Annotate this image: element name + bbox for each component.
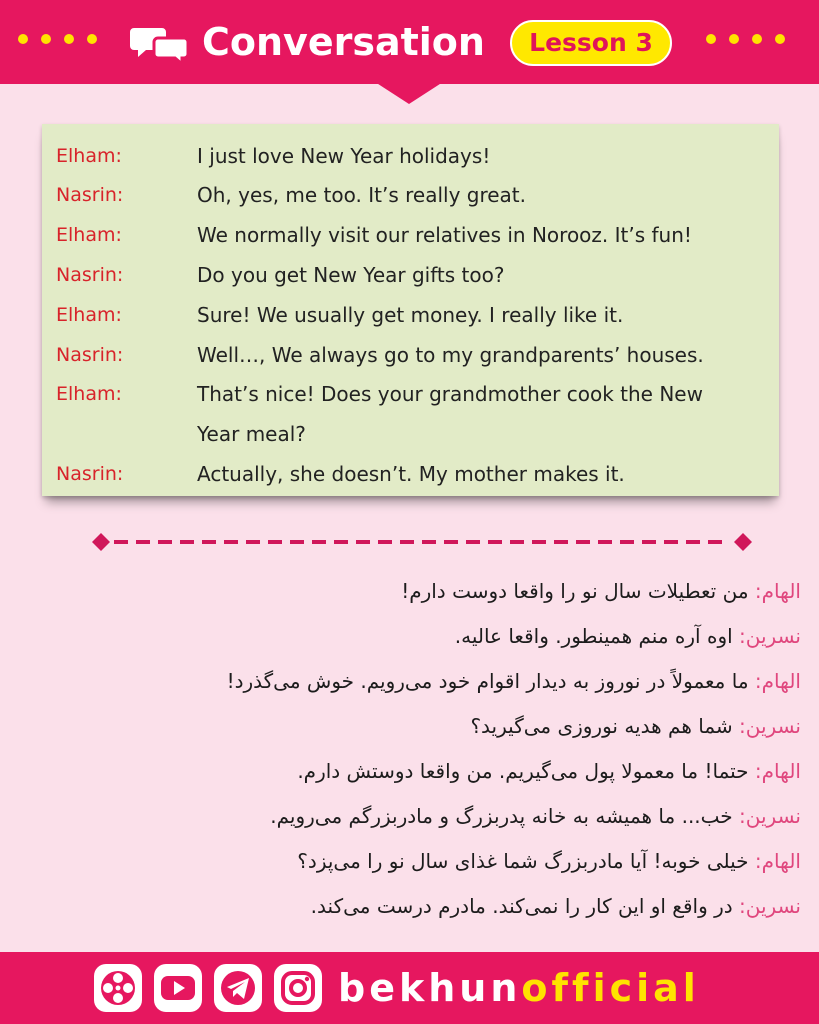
translation-speaker: الهام: (754, 669, 801, 693)
translation-text: من تعطیلات سال نو را واقعا دوست دارم! (401, 579, 749, 603)
dialogue-text: I just love New Year holidays! (197, 144, 491, 168)
translation-text: خیلی خوبه! آیا مادربزرگ شما غذای سال نو را می‌پزد؟ (297, 849, 749, 873)
dialogue-speaker: Elham: (56, 145, 122, 167)
dialogue-text: Year meal? (197, 422, 306, 446)
dialogue-text: Oh, yes, me too. It’s really great. (197, 183, 526, 207)
dialogue-text: That’s nice! Does your grandmother cook the New (197, 382, 703, 406)
translation-line (11, 616, 801, 656)
dialogue-line (42, 255, 779, 295)
dialogue-speaker: Nasrin: (56, 463, 124, 485)
translation-line (11, 571, 801, 611)
dialogue-line (42, 454, 779, 494)
translation-line (11, 886, 801, 926)
translation-text: اوه آره منم همینطور. واقعا عالیه. (454, 624, 733, 648)
dialogue-speaker: Elham: (56, 224, 122, 246)
decorative-dots-right (706, 34, 785, 44)
translation-speaker: نسرین: (739, 714, 801, 738)
dialogue-line (42, 215, 779, 255)
translation-text: ما معمولاً در نوروز به دیدار اقوام خود می‌رویم. خوش می‌گذرد! (226, 669, 749, 693)
translation-text: شما هم هدیه نوروزی می‌گیرید؟ (470, 714, 733, 738)
translation-speaker: الهام: (754, 759, 801, 783)
dialogue-speaker: Nasrin: (56, 344, 124, 366)
dialogue-line (42, 374, 779, 414)
translation-speaker: نسرین: (739, 624, 801, 648)
dialogue-card (42, 124, 779, 496)
header-bar (0, 0, 819, 84)
dialogue-line (42, 335, 779, 375)
header-notch (375, 82, 443, 104)
dialogue-text: Actually, she doesn’t. My mother makes it. (197, 462, 625, 486)
dialogue-line (42, 136, 779, 176)
translation-speaker: الهام: (754, 579, 801, 603)
film-reel-icon[interactable] (94, 964, 142, 1012)
translation-text: حتما! ما معمولا پول می‌گیریم. من واقعا دوستش دارم. (297, 759, 749, 783)
chat-bubbles-icon (130, 24, 190, 64)
dialogue-text: Sure! We usually get money. I really like it. (197, 303, 624, 327)
translation-line (11, 706, 801, 746)
translation-line (11, 661, 801, 701)
brand-part-2: official (521, 966, 700, 1010)
dialogue-line (42, 414, 779, 454)
decorative-dots-left (18, 34, 97, 44)
translation-text: در واقع او این کار را نمی‌کند. مادرم درست می‌کند. (310, 894, 733, 918)
translation-line (11, 751, 801, 791)
dialogue-line (42, 295, 779, 335)
translation-line (11, 841, 801, 881)
dialogue-text: Do you get New Year gifts too? (197, 263, 505, 287)
dialogue-speaker: Elham: (56, 383, 122, 405)
instagram-icon[interactable] (274, 964, 322, 1012)
page-title: Conversation (202, 20, 485, 64)
translation-speaker: الهام: (754, 849, 801, 873)
translation-speaker: نسرین: (739, 804, 801, 828)
brand-part-1: bekhun (338, 966, 522, 1010)
dialogue-speaker: Nasrin: (56, 184, 124, 206)
brand-name (338, 962, 700, 1014)
dialogue-speaker: Elham: (56, 304, 122, 326)
translation-line (11, 796, 801, 836)
dialogue-line (42, 175, 779, 215)
youtube-icon[interactable] (154, 964, 202, 1012)
dialogue-speaker: Nasrin: (56, 264, 124, 286)
dialogue-text: We normally visit our relatives in Norooz. It’s fun! (197, 223, 692, 247)
translation-speaker: نسرین: (739, 894, 801, 918)
telegram-icon[interactable] (214, 964, 262, 1012)
translation-text: خب... ما همیشه به خانه پدربزرگ و مادربزرگم می‌رویم. (270, 804, 733, 828)
dashed-divider (92, 532, 752, 552)
lesson-badge: Lesson 3 (510, 20, 672, 66)
dialogue-text: Well…, We always go to my grandparents’ houses. (197, 343, 704, 367)
